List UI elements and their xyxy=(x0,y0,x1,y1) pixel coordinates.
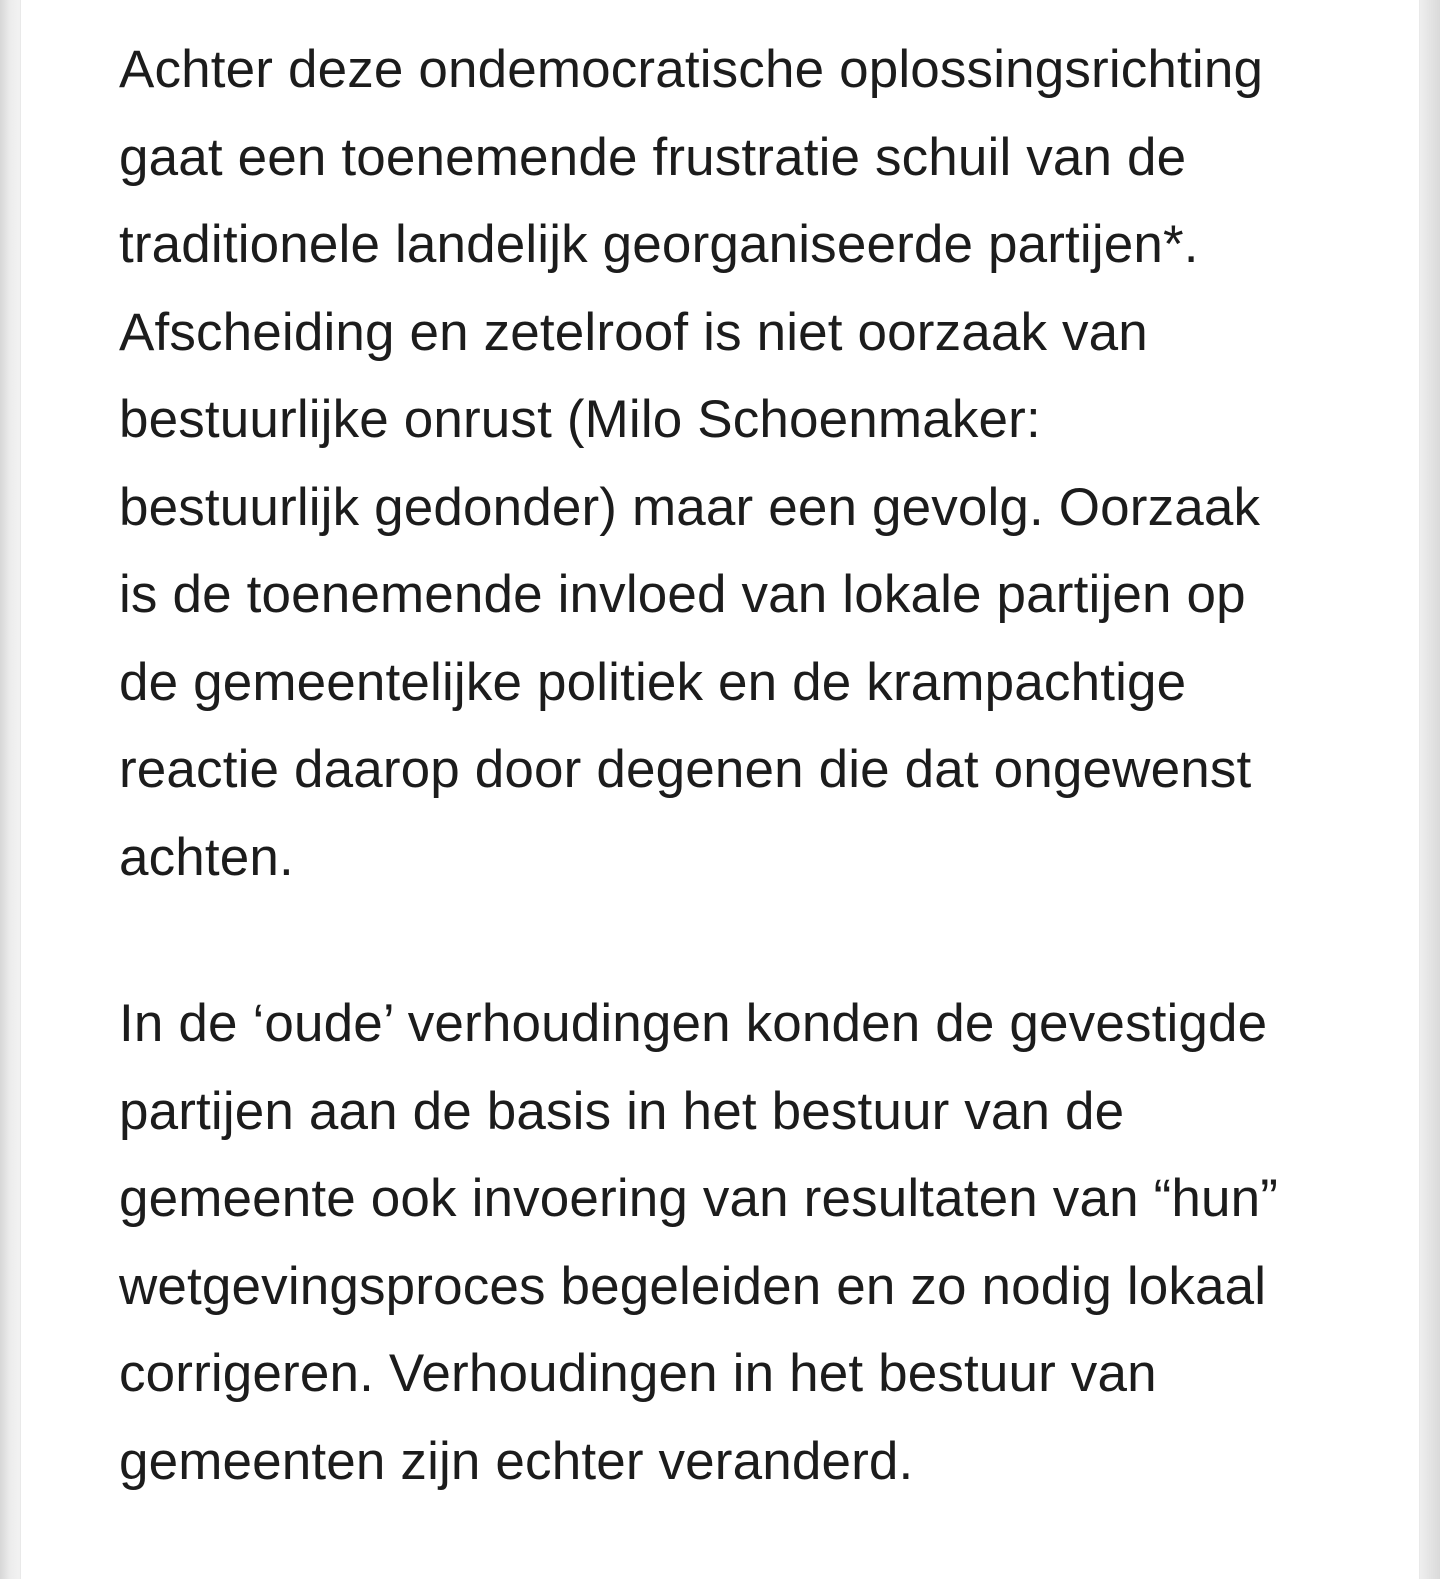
paragraph-line: In de ‘oude’ verhoudingen konden de gevestigde xyxy=(119,994,1268,1053)
paragraph-line: gemeenten zijn echter veranderd. xyxy=(119,1431,914,1491)
paragraph-line: Achter deze ondemocratische oplossingsrichting xyxy=(119,40,1264,99)
paragraph-line: bestuurlijk gedonder) maar een gevolg. Oorzaak xyxy=(119,477,1261,537)
paragraph-line: Afscheiding en zetelroof is niet oorzaak van xyxy=(119,302,1148,362)
paragraph-line: achten. xyxy=(119,827,294,887)
article-paragraph-2 xyxy=(119,980,1349,1505)
paragraph-line: reactie daarop door degenen die dat ongewenst xyxy=(119,740,1252,799)
paragraph-line: de gemeentelijke politiek en de krampachtige xyxy=(119,652,1187,712)
paragraph-line: corrigeren. Verhoudingen in het bestuur van xyxy=(119,1344,1157,1403)
paragraph-line: gaat een toenemende frustratie schuil van de xyxy=(119,127,1187,187)
article-card xyxy=(20,0,1420,1579)
paragraph-line: partijen aan de basis in het bestuur van de xyxy=(119,1081,1125,1141)
paragraph-line: wetgevingsproces begeleiden en zo nodig lokaal xyxy=(119,1256,1267,1316)
paragraph-line: gemeente ook invoering van resultaten van “hun” xyxy=(119,1169,1279,1228)
paragraph-line: bestuurlijke onrust (Milo Schoenmaker: xyxy=(119,390,1041,449)
article-paragraph-1 xyxy=(119,26,1349,901)
paragraph-line: traditionele landelijk georganiseerde partijen*. xyxy=(119,215,1199,274)
paragraph-line: is de toenemende invloed van lokale partijen op xyxy=(119,565,1246,624)
